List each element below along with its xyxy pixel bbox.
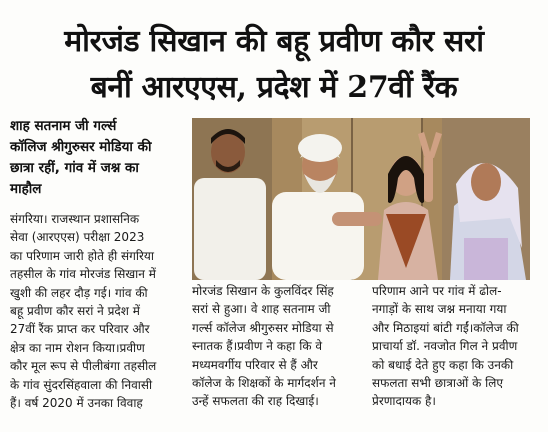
subhead-line: छात्रा रहीं, गांव में जश्न का bbox=[10, 160, 139, 176]
text-line: स्नातक हैं।प्रवीण ने कहा कि वे bbox=[192, 339, 323, 354]
text-line: तहसील के गांव मोरजंड सिखान में bbox=[10, 267, 156, 282]
text-line: कॉलेज के शिक्षकों के मार्गदर्शन ने bbox=[192, 376, 336, 391]
text-line: नगाड़ों के साथ जश्न मनाया गया bbox=[372, 302, 507, 317]
article-column-2 bbox=[192, 282, 362, 411]
text-line: और मिठाइयां बांटी गईं।कॉलेज की bbox=[372, 320, 519, 335]
subhead-line: माहौल bbox=[10, 181, 42, 197]
subhead-line: कॉलिज श्रीगुरुसर मोडिया की bbox=[10, 139, 152, 155]
headline-line-2: बनीं आरएएस, प्रदेश में 27वीं रैंक bbox=[90, 70, 458, 105]
text-line: प्राचार्या डॉ. नवजोत गिल ने प्रवीण bbox=[372, 339, 518, 354]
text-line: प्रेरणादायक है। bbox=[372, 394, 436, 409]
text-line: मध्यमवर्गीय परिवार से हैं और bbox=[192, 357, 318, 372]
text-line: क्षेत्र का नाम रोशन किया।प्रवीण bbox=[10, 340, 145, 355]
text-line: उन्हें सफलता की राह दिखाई। bbox=[192, 394, 319, 409]
text-line: गर्ल्स कॉलेज श्रीगुरुसर मोडिया से bbox=[192, 320, 334, 335]
text-line: मोरजंड सिखान के कुलविंदर सिंह bbox=[192, 284, 334, 298]
text-line: हैं। वर्ष 2020 में उनका विवाह bbox=[10, 396, 143, 411]
text-line: खुशी की लहर दौड़ गई। गांव की bbox=[10, 285, 148, 300]
text-line: के गांव सुंदरसिंहवाला की निवासी bbox=[10, 377, 153, 392]
text-line: सरां से हुआ। वे शाह सतनाम जी bbox=[192, 302, 331, 317]
text-line: संगरिया। राजस्थान प्रशासनिक bbox=[10, 212, 140, 226]
text-line: सेवा (आरएएस) परीक्षा 2023 bbox=[10, 230, 145, 245]
text-line: कौर मूल रूप से पीलीबंगा तहसील bbox=[10, 359, 157, 374]
text-line: बहू प्रवीण कौर सरां ने प्रदेश में bbox=[10, 304, 140, 319]
text-line: को बधाई देते हुए कहा कि उनकी bbox=[372, 357, 514, 372]
family-photo-illustration bbox=[192, 118, 530, 280]
subhead-line: शाह सतनाम जी गर्ल्स bbox=[10, 118, 117, 134]
text-line: परिणाम आने पर गांव में ढोल- bbox=[372, 284, 502, 298]
article-column-3 bbox=[372, 282, 540, 411]
subheadline bbox=[10, 116, 184, 200]
news-photo bbox=[192, 118, 530, 280]
text-line: का परिणाम जारी होते ही संगरिया bbox=[10, 248, 154, 263]
text-line: 27वीं रैंक प्राप्त कर परिवार और bbox=[10, 322, 150, 337]
text-line: सफलता सभी छात्राओं के लिए bbox=[372, 376, 503, 391]
article-column-1 bbox=[10, 210, 186, 412]
headline-line-1: मोरजंड सिखान की बहू प्रवीण कौर सरां bbox=[64, 24, 484, 59]
